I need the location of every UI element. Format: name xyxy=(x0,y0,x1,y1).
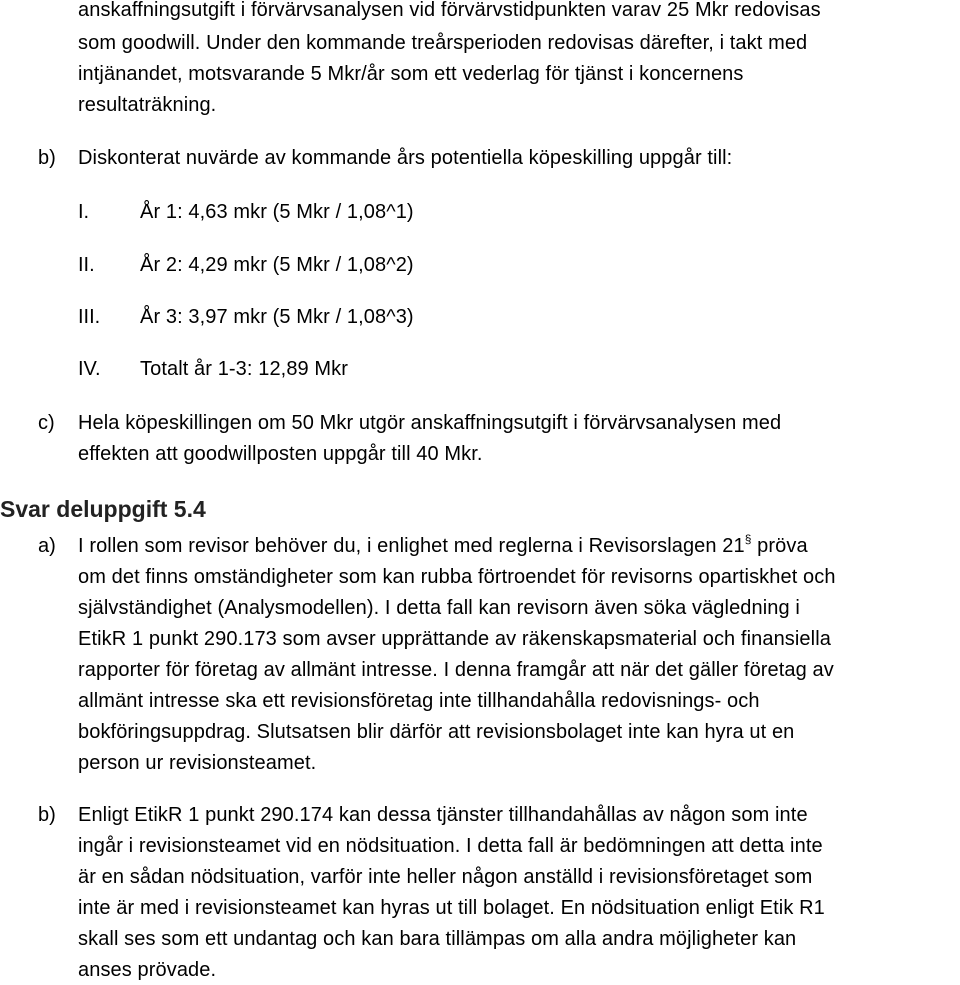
list-item-text: EtikR 1 punkt 290.173 som avser upprättande av räkenskapsmaterial och finansiella xyxy=(78,628,831,650)
list-marker-a: a) xyxy=(38,535,56,557)
text-segment: pröva xyxy=(751,535,808,557)
paragraph-line: anskaffningsutgift i förvärvsanalysen vid förvärvstidpunkten varav 25 Mkr redovisas xyxy=(78,0,821,21)
list-item-text: Diskonterat nuvärde av kommande års potentiella köpeskilling uppgår till: xyxy=(78,147,733,169)
list-marker-b: b) xyxy=(38,147,56,169)
list-item-text: ingår i revisionsteamet vid en nödsituation. I detta fall är bedömningen att detta inte xyxy=(78,835,823,857)
list-item-text: skall ses som ett undantag och kan bara tillämpas om alla andra möjligheter kan xyxy=(78,928,797,950)
text-segment: I rollen som revisor behöver du, i enlighet med reglerna i Revisorslagen 21 xyxy=(78,535,745,557)
list-item-text: Hela köpeskillingen om 50 Mkr utgör anskaffningsutgift i förvärvsanalysen med xyxy=(78,412,782,434)
list-marker-c: c) xyxy=(38,412,55,434)
roman-numeral: I. xyxy=(78,201,90,223)
list-item-text: effekten att goodwillposten uppgår till 40 Mkr. xyxy=(78,443,483,465)
list-item-text: Enligt EtikR 1 punkt 290.174 kan dessa tjänster tillhandahållas av någon som inte xyxy=(78,804,808,826)
roman-list-item: Totalt år 1-3: 12,89 Mkr xyxy=(140,358,349,380)
list-item-text: självständighet (Analysmodellen). I detta fall kan revisorn även söka vägledning i xyxy=(78,597,800,619)
paragraph-line: intjänandet, motsvarande 5 Mkr/år som ett vederlag för tjänst i koncernens xyxy=(78,63,744,85)
list-item-text: rapporter för företag av allmänt intresse. I denna framgår att när det gäller företag av xyxy=(78,659,834,681)
paragraph-line: som goodwill. Under den kommande treårsperioden redovisas därefter, i takt med xyxy=(78,32,808,54)
footnote-mark: § xyxy=(744,532,752,546)
roman-numeral: III. xyxy=(78,306,101,328)
roman-list-item: År 3: 3,97 mkr (5 Mkr / 1,08^3) xyxy=(140,306,414,328)
roman-numeral: IV. xyxy=(78,358,101,380)
list-marker-b: b) xyxy=(38,804,56,826)
roman-numeral: II. xyxy=(78,254,95,276)
paragraph-line: resultaträkning. xyxy=(78,94,217,116)
list-item-text: är en sådan nödsituation, varför inte heller någon anställd i revisionsföretaget som xyxy=(78,866,813,888)
section-heading: Svar deluppgift 5.4 xyxy=(0,496,206,522)
list-item-text: person ur revisionsteamet. xyxy=(78,752,317,774)
list-item-text: anses prövade. xyxy=(78,959,217,981)
list-item-text: allmänt intresse ska ett revisionsföretag inte tillhandahålla redovisnings- och xyxy=(78,690,760,712)
list-item-text xyxy=(78,531,808,561)
roman-list-item: År 1: 4,63 mkr (5 Mkr / 1,08^1) xyxy=(140,201,414,223)
list-item-text: inte är med i revisionsteamet kan hyras ut till bolaget. En nödsituation enligt Etik R1 xyxy=(78,897,825,919)
roman-list-item: År 2: 4,29 mkr (5 Mkr / 1,08^2) xyxy=(140,254,414,276)
list-item-text: bokföringsuppdrag. Slutsatsen blir därför att revisionsbolaget inte kan hyra ut en xyxy=(78,721,795,743)
list-item-text: om det finns omständigheter som kan rubba förtroendet för revisorns opartiskhet och xyxy=(78,566,836,588)
